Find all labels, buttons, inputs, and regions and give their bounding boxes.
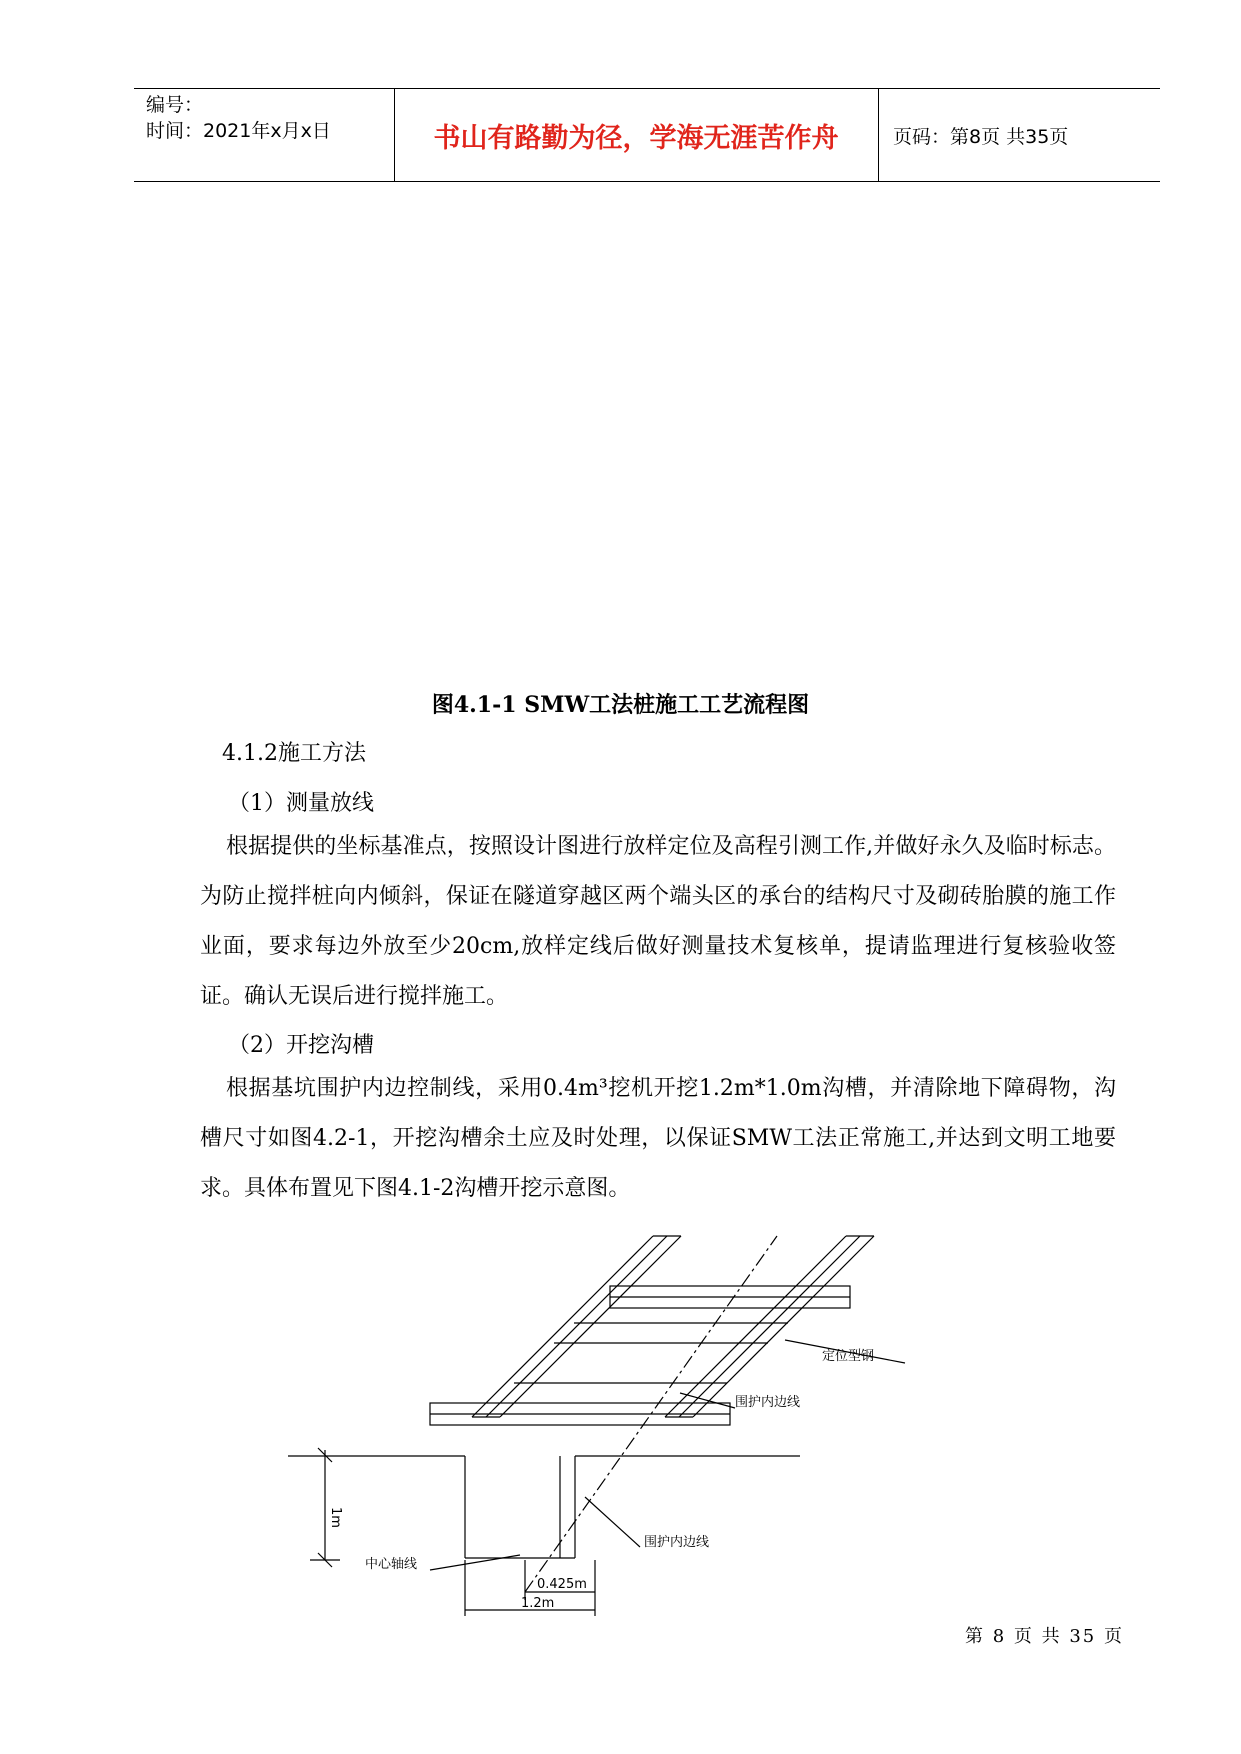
label-inner-edge-bottom: 围护内边线 bbox=[644, 1535, 710, 1550]
subsection-title-trench: （2）开挖沟槽 bbox=[228, 1033, 374, 1058]
label-width: 1.2m bbox=[521, 1596, 555, 1611]
leader-inner-edge-bottom bbox=[585, 1497, 640, 1547]
leader-axis bbox=[430, 1555, 520, 1570]
footer-page-number: 第 8 页 共 35 页 bbox=[965, 1626, 1124, 1647]
guide-beam-right bbox=[665, 1236, 874, 1417]
time-label: 时间：2021年x月x日 bbox=[146, 120, 331, 142]
label-positioning-steel: 定位型钢 bbox=[822, 1349, 875, 1364]
figure-caption-flowchart: 图4.1-1 SMW工法桩施工工艺流程图 bbox=[431, 692, 810, 718]
section-heading: 4.1.2施工方法 bbox=[222, 741, 366, 766]
leader-inner-edge-top bbox=[680, 1393, 735, 1408]
label-depth: 1m bbox=[328, 1507, 343, 1528]
subsection-title-survey: （1）测量放线 bbox=[228, 791, 374, 816]
label-offset: 0.425m bbox=[537, 1577, 587, 1592]
header-page-label: 页码：第8页 共35页 bbox=[893, 126, 1069, 148]
label-center-axis: 中心轴线 bbox=[365, 1557, 418, 1572]
paragraph-trench: 根据基坑围护内边控制线，采用0.4m³挖机开挖1.2m*1.0m沟槽，并清除地下障碍物，沟槽尺寸如图4.2-1，开挖沟槽余土应及时处理，以保证SMW工法正常施工,并达到文明工地要求。具体布置见下图4.1-2沟槽开挖示意图。 bbox=[200, 1076, 1116, 1201]
guide-beam-left bbox=[472, 1236, 681, 1417]
label-inner-edge-top: 围护内边线 bbox=[735, 1395, 801, 1410]
paragraph-survey: 根据提供的坐标基准点，按照设计图进行放样定位及高程引测工作,并做好永久及临时标志。为防止搅拌桩向内倾斜，保证在隧道穿越区两个端头区的承台的结构尺寸及砌砖胎膜的施工作业面，要求每边外放至少20cm,放样定线后做好测量技术复核单，提请监理进行复核验收签证。确认无误后进行搅拌施工。 bbox=[200, 834, 1116, 1009]
header-motto: 书山有路勤为径，学海无涯苦作舟 bbox=[433, 123, 839, 154]
trench-profile bbox=[288, 1456, 800, 1558]
serial-label: 编号： bbox=[146, 94, 204, 116]
